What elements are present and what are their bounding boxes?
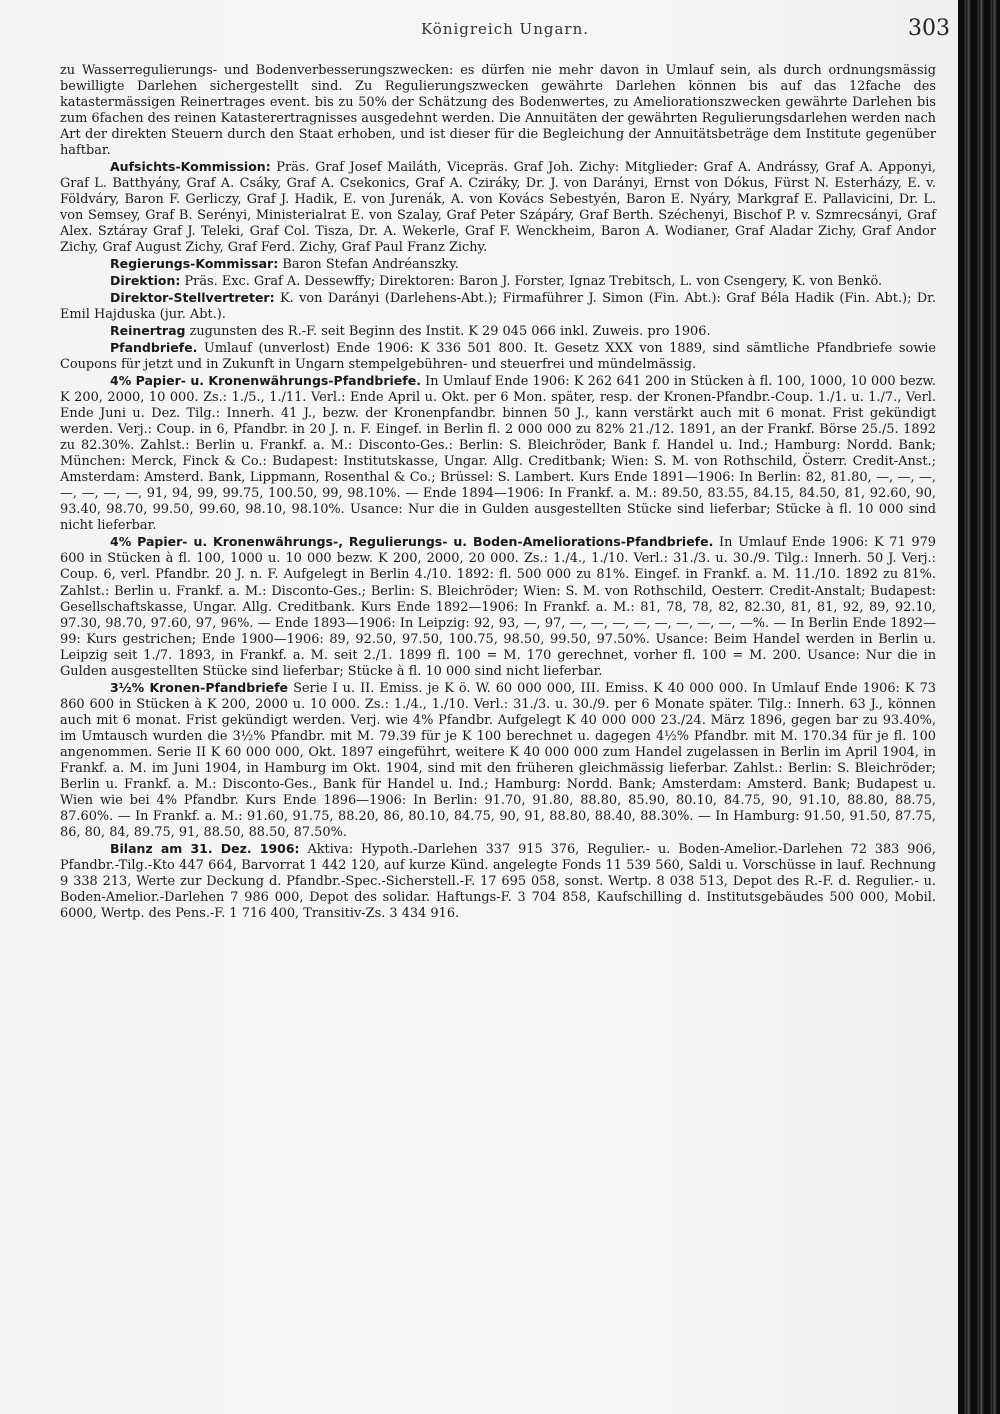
- paragraph-text: Präs. Graf Josef Mailáth, Vicepräs. Graf Joh. Zichy: Mitglieder: Graf A. Andrássy, Graf A. Apponyi, Graf L. Batthyány, Graf A. Csáky, Graf A. Csekonics, Graf A. Cziráky, Dr. J. von Darányi, Ernst von Dókus, Fürst N. Esterházy, E. v. Földváry, Baron F. Gerliczy, Graf J. Hadik, E. von Jurenák, A. von Kovács Sebestyén, Baron E. Nyáry, Markgraf E. Pallavicini, Dr. L. von Semsey, Graf B. Serényi, Ministerialrat E. von Szalay, Graf Peter Szápáry, Graf Berth. Széchenyi, Bischof P. v. Szmrecsányi, Graf Alex. Sztáray Graf J. Teleki, Graf Col. Tisza, Dr. A. Wekerle, Graf F. Wenckheim, Baron A. Wodianer, Graf Aladar Zichy, Graf Andor Zichy, Graf August Zichy, Graf Ferd. Zichy, Graf Paul Franz Zichy.: [60, 160, 936, 256]
- paragraph-text: In Umlauf Ende 1906: K 71 979 600 in Stücken à fl. 100, 1000 u. 10 000 bezw. K 200, 2000, 20 000. Zs.: 1./4., 1./10. Verl.: 31./3. u. 30./9. Tilg.: Innerh. 50 J. Verj.: Coup. 6, verl. Pfandbr. 20 J. n. F. Aufgelegt in Berlin 4./10. 1892: fl. 500 000 zu 81%. Eingef. in Frankf. a. M. 11./10. 1892 zu 81%. Zahlst.: Berlin u. Frankf. a. M.: Disconto-Ges.; Berlin: S. Bleichröder; Wien: S. M. von Rothschild, Oesterr. Credit-Anstalt; Budapest: Gesellschaftskasse, Ungar. Allg. Creditbank. Kurs Ende 1892—1906: In Frankf. a. M.: 81, 78, 78, 82, 82.30, 81, 81, 92, 89, 92.10, 97.30, 98.70, 97.60, 97, 96%. — Ende 1893—1906: In Leipzig: 92, 93, —, 97, —, —, —, —, —, —, —, —, —%. — In Berlin Ende 1892—99: Kurs gestrichen; Ende 1900—1906: 89, 92.50, 97.50, 100.75, 98.50, 99.50, 97.50%. Usance: Beim Handel werden in Berlin u. Leipzig seit 1./7. 1893, in Frankf. a. M. seit 2./1. 1899 fl. 100 = M. 170 gerechnet, vorher fl. 100 = M. 200. Usance: Nur die in Gulden ausgestellten Stücke sind lieferbar; Stücke à fl. 10 000 sind nicht lieferbar.: [60, 535, 936, 679]
- paragraph-lead: Aufsichts-Kommission:: [110, 159, 271, 175]
- page-header: [60, 14, 950, 50]
- body-text: [60, 63, 936, 922]
- paragraph: [60, 273, 936, 290]
- paragraph-text: Umlauf (unverlost) Ende 1906: K 336 501 800. It. Gesetz XXX von 1889, sind sämtliche Pfandbriefe sowie Coupons für jetzt und in Zukunft in Ungarn stempelgebühren- und steuerfrei und mündelmässig.: [60, 341, 936, 373]
- paragraph-text: zu Wasserregulierungs- und Bodenverbesserungszwecken: es dürfen nie mehr davon in Umlauf sein, als durch ordnungsmässig bewilligte Darlehen sichergestellt sind. Zu Regulierungszwecken gewährte Darlehen können bis auf das 12fache des katastermässigen Reinertrages event. bis zu 50% der Schätzung des Bodenwertes, zu Ameliorationszwecken gewährte Darlehen bis zum 6fachen des reinen Katasterertragnisses ausgedehnt werden. Die Annuitäten der gewährten Regulierungsdarlehen werden nach Art der direkten Steuern durch den Staat erhoben, und ist dieser für die Begleichung der Annuitätsbeträge dem Institute gegenüber haftbar.: [60, 63, 936, 159]
- page-number: 303: [908, 16, 950, 41]
- paragraph-text: zugunsten des R.-F. seit Beginn des Instit. K 29 045 066 inkl. Zuweis. pro 1906.: [189, 324, 711, 340]
- paragraph-lead: Reinertrag: [110, 323, 186, 339]
- paragraph: [60, 373, 936, 534]
- paragraph-lead: 4% Papier- u. Kronenwährungs-Pfandbriefe.: [110, 373, 421, 389]
- paragraph-text: In Umlauf Ende 1906: K 262 641 200 in Stücken à fl. 100, 1000, 10 000 bezw. K 200, 2000, 10 000. Zs.: 1./5., 1./11. Verl.: Ende April u. Okt. per 6 Mon. später, resp. der Kronen-Pfandbr.-Coup. 1./1. u. 1./7., Verl. Ende Juni u. Dez. Tilg.: Innerh. 41 J., bezw. der Kronenpfandbr. binnen 50 J., kann verstärkt auch mit 6 monat. Frist gekündigt werden. Verj.: Coup. in 6, Pfandbr. in 20 J. n. F. Eingef. in Berlin fl. 2 000 000 zu 82% 21./12. 1891, an der Frankf. Börse 25./5. 1892 zu 82.30%. Zahlst.: Berlin u. Frankf. a. M.: Disconto-Ges.: Berlin: S. Bleichröder, Bank f. Handel u. Ind.; Hamburg: Nordd. Bank; München: Merck, Finck & Co.: Budapest: Institutskasse, Ungar. Allg. Creditbank; Wien: S. M. von Rothschild, Österr. Credit-Anst.; Amsterdam: Amsterd. Bank, Lippmann, Rosenthal & Co.; Brüssel: S. Lambert. Kurs Ende 1891—1906: In Berlin: 82, 81.80, —, —, —, —, —, —, —, 91, 94, 99, 99.75, 100.50, 99, 98.10%. — Ende 1894—1906: In Frankf. a. M.: 89.50, 83.55, 84.15, 84.50, 81, 92.60, 90, 93.40, 98.70, 99.50, 99.60, 98.10, 98.10%. Usance: Nur die in Gulden ausgestellten Stücke sind lieferbar; Stücke à fl. 10 000 sind nicht lieferbar.: [60, 374, 936, 534]
- paragraph-lead: Pfandbriefe.: [110, 340, 198, 356]
- paragraph-text: Baron Stefan Andréanszky.: [282, 257, 459, 273]
- paragraph-lead: 3½% Kronen-Pfandbriefe: [110, 679, 289, 695]
- paragraph-text: K. von Darányi (Darlehens-Abt.); Firmaführer J. Simon (Fin. Abt.): Graf Béla Hadik (Fin. Abt.); Dr. Emil Hajduska (jur. Abt.).: [60, 291, 937, 323]
- paragraph-lead: 4% Papier- u. Kronenwährungs-, Regulierungs- u. Boden-Ameliorations-Pfandbriefe.: [110, 534, 714, 550]
- paragraph: [60, 340, 936, 373]
- paragraph: [60, 256, 936, 273]
- paragraph-lead: Regierungs-Kommissar:: [110, 256, 279, 272]
- paragraph-text: Präs. Exc. Graf A. Dessewffy; Direktoren: Baron J. Forster, Ignaz Trebitsch, L. von Csengery, K. von Benkö.: [184, 274, 883, 290]
- book-spine-edge: [958, 0, 1000, 1414]
- paragraph: [60, 323, 936, 340]
- running-head: Königreich Ungarn.: [420, 20, 589, 38]
- paragraph: [60, 841, 936, 922]
- paragraph: [60, 680, 936, 841]
- paragraph: [60, 159, 936, 256]
- paragraph: [60, 63, 936, 159]
- paragraph: [60, 534, 936, 679]
- paragraph: [60, 290, 936, 323]
- paragraph-lead: Bilanz am 31. Dez. 1906:: [110, 840, 300, 856]
- paragraph-text: Aktiva: Hypoth.-Darlehen 337 915 376, Regulier.- u. Boden-Amelior.-Darlehen 72 383 906, Pfandbr.-Tilg.-Kto 447 664, Barvorrat 1 442 120, auf kurze Künd. angelegte Fonds 11 539 560, Saldi u. Vorschüsse in lauf. Rechnung 9 338 213, Werte zur Deckung d. Pfandbr.-Spec.-Sicherstell.-F. 17 695 058, sonst. Wertp. 8 038 513, Depot des R.-F. d. Regulier.- u. Boden-Amelior.-Darlehen 7 986 000, Depot des solidar. Haftungs-F. 3 704 858, Kaufschilling d. Institutsgebäudes 500 000, Mobil. 6000, Wertp. des Pens.-F. 1 716 400, Transitiv-Zs. 3 434 916.: [60, 841, 936, 921]
- paragraph-text: Serie I u. II. Emiss. je K ö. W. 60 000 000, III. Emiss. K 40 000 000. In Umlauf Ende 1906: K 73 860 600 in Stücken à K 200, 2000 u. 10 000. Zs.: 1./4., 1./10. Verl.: 31./3. u. 30./9. per 6 Monate später. Tilg.: Innerh. 63 J., können auch mit 6 monat. Frist gekündigt werden. Verj. wie 4% Pfandbr. Aufgelegt K 40 000 000 23./24. März 1896, gegen bar zu 93.40%, im Umtausch wurden die 3½% Pfandbr. mit M. 79.39 für je K 100 berechnet u. dagegen 4½% Pfandbr. mit M. 170.34 für je fl. 100 angenommen. Serie II K 60 000 000, Okt. 1897 eingeführt, weitere K 40 000 000 zum Handel zugelassen in Berlin im April 1904, in Frankf. a. M. im Juni 1904, in Hamburg im Okt. 1904, sind mit den früheren gleichmässig lieferbar. Zahlst.: Berlin: S. Bleichröder; Berlin u. Frankf. a. M.: Disconto-Ges., Bank für Handel u. Ind.; Hamburg: Nordd. Bank; Amsterdam: Amsterd. Bank; Budapest u. Wien wie bei 4% Pfandbr. Kurs Ende 1896—1906: In Berlin: 91.70, 91.80, 88.80, 85.90, 80.10, 84.75, 90, 91.10, 88.80, 88.75, 87.60%. — In Frankf. a. M.: 91.60, 91.75, 88.20, 86, 80.10, 84.75, 90, 91, 88.80, 88.40, 88.30%. — In Hamburg: 91.50, 91.50, 87.75, 86, 80, 84, 89.75, 91, 88.50, 88.50, 87.50%.: [60, 680, 936, 840]
- paragraph-lead: Direktor-Stellvertreter:: [110, 290, 275, 306]
- paragraph-lead: Direktion:: [110, 273, 181, 289]
